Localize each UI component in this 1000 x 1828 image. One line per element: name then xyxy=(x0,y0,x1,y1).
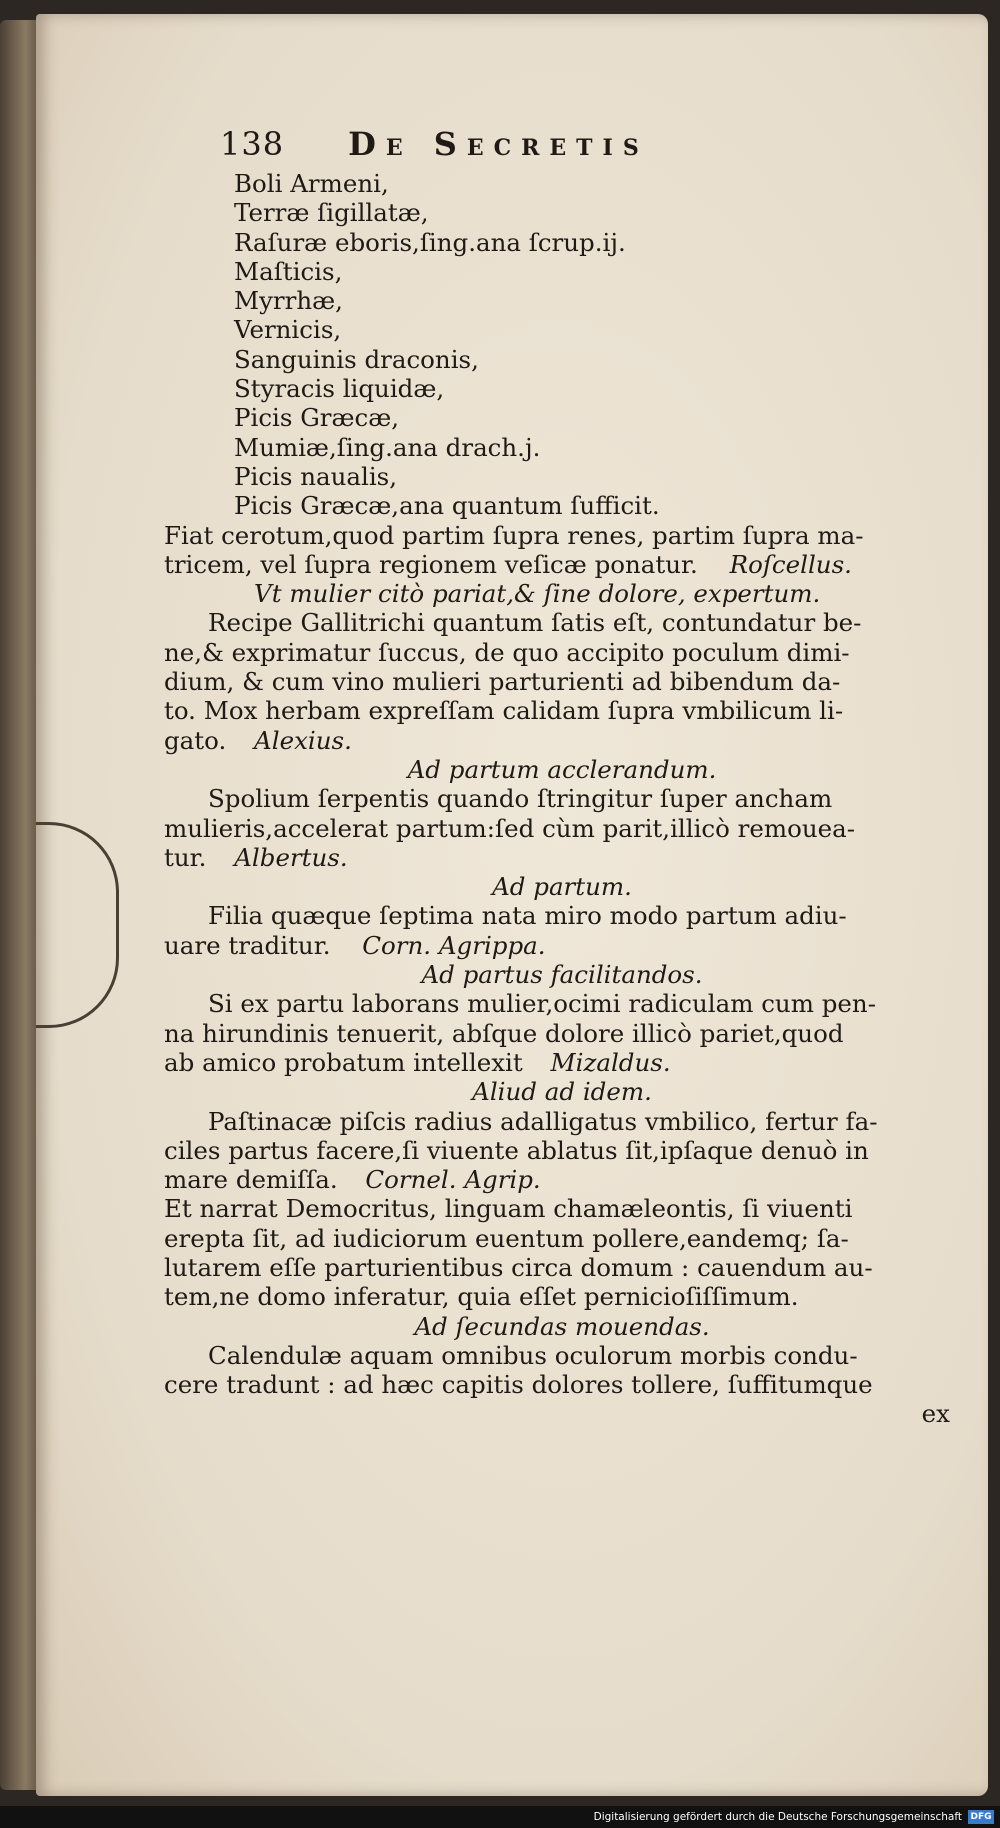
text-line: erepta ſit, ad iudiciorum euentum pollere,eandemq; ſa- xyxy=(164,1223,849,1253)
ingredient-line: Picis Græcæ,ana quantum ſufficit. xyxy=(234,491,660,521)
text-line-wrapper xyxy=(164,726,960,755)
text-line: tur. xyxy=(164,842,207,872)
running-title: De Secretis xyxy=(348,125,649,163)
fiat-paragraph xyxy=(164,521,960,580)
text-line: ne,& exprimatur ſuccus, de quo accipito poculum dimi- xyxy=(164,637,850,667)
ingredient-line: Terræ ſigillatæ, xyxy=(234,198,429,228)
text-line: ab amico probatum intellexit xyxy=(164,1047,523,1077)
footer-credit: Digitalisierung gefördert durch die Deutsche Forschungsgemeinschaft xyxy=(593,1811,962,1823)
ingredient-line: Sanguinis draconis, xyxy=(234,344,479,374)
catchword: ex xyxy=(921,1399,950,1429)
text-line: na hirundinis tenuerit, abſque dolore illicò pariet,quod xyxy=(164,1018,844,1048)
clasp-strap xyxy=(36,822,119,1028)
text-line: mare demiſſa. xyxy=(164,1165,338,1195)
text-line: mulieris,accelerat partum:ſed cùm parit,illicò remoueа- xyxy=(164,813,856,843)
section-heading: Ad partus facilitandos. xyxy=(421,960,703,990)
text-line-wrapper xyxy=(164,843,960,872)
author-name: Mizaldus. xyxy=(550,1047,671,1077)
text-line: lutarem eſſe parturientibus circa domum : cauendum au- xyxy=(164,1252,873,1282)
section-heading: Ad partum acclerandum. xyxy=(407,754,717,784)
dfg-logo: DFG xyxy=(968,1810,994,1824)
section-4 xyxy=(164,1077,960,1194)
page-text xyxy=(164,125,960,1429)
page-number: 138 xyxy=(220,125,285,163)
text-line: to. Mox herbam expreſſam calidam ſupra vmbilicum li- xyxy=(164,696,844,726)
text-line-wrapper xyxy=(164,550,960,579)
text-line: Calendulæ aquam omnibus oculorum morbis condu- xyxy=(208,1340,858,1370)
footer-bar xyxy=(0,1806,1000,1828)
section-0 xyxy=(164,579,960,755)
ingredient-line: Myrrhæ, xyxy=(234,286,343,316)
text-line-wrapper xyxy=(164,931,960,960)
text-line: Filia quæque ſeptima nata miro modo partum adiu- xyxy=(208,901,847,931)
text-line: Spolium ſerpentis quando ſtringitur ſuper ancham xyxy=(208,784,833,814)
ingredient-line: Raſuræ eboris,ſing.ana ſcrup.ij. xyxy=(234,227,626,257)
text-line: cere tradunt : ad hæc capitis dolores tollere, ſuffitumque xyxy=(164,1370,873,1400)
ingredient-line: Boli Armeni, xyxy=(234,169,389,198)
section-heading: Ad ſecundas mouendas. xyxy=(414,1311,710,1341)
ingredient-list xyxy=(234,169,960,521)
democritus-paragraph xyxy=(164,1194,960,1311)
text-line-wrapper xyxy=(164,1048,960,1077)
author-name: Corn. Agrippa. xyxy=(362,930,546,960)
section-2 xyxy=(164,872,960,960)
section-1 xyxy=(164,755,960,872)
author-name: Albertus. xyxy=(234,842,348,872)
text-line: uare traditur. xyxy=(164,930,331,960)
ingredient-line: Maſticis, xyxy=(234,256,343,286)
text-line: Fiat cerotum,quod partim ſupra renes, partim ſupra ma- xyxy=(164,520,864,550)
text-line: gato. xyxy=(164,725,227,755)
ingredient-line: Mumiæ,ſing.ana drach.j. xyxy=(234,432,541,462)
page-header xyxy=(220,125,960,169)
author-name: Alexius. xyxy=(254,725,352,755)
author-name: Roſcellus. xyxy=(729,549,852,579)
ingredient-line: Styracis liquidæ, xyxy=(234,374,445,404)
section-3 xyxy=(164,960,960,1077)
text-line: Paſtinacæ piſcis radius adalligatus vmbilico, fertur fa- xyxy=(208,1106,878,1136)
author-name: Cornel. Agrip. xyxy=(365,1165,541,1195)
text-line: dium, & cum vino mulieri parturienti ad bibendum da- xyxy=(164,667,841,697)
text-line: Recipe Gallitrichi quantum ſatis eſt, contundatur be- xyxy=(208,608,862,638)
text-line: tricem, vel ſupra regionem veſicæ ponatur. xyxy=(164,549,698,579)
section-heading: Aliud ad idem. xyxy=(472,1077,652,1107)
text-line: tem,ne domo inferatur, quia eſſet pernicioſiſſimum. xyxy=(164,1282,799,1312)
ingredient-line: Picis Græcæ, xyxy=(234,403,400,433)
text-line: Si ex partu laborans mulier,ocimi radiculam cum pen- xyxy=(208,989,876,1019)
ingredient-line: Vernicis, xyxy=(234,315,342,345)
section-heading: Vt mulier citò pariat,& ſine dolore, expertum. xyxy=(254,579,821,609)
text-line: Et narrat Democritus, linguam chamæleontis, ſi viuenti xyxy=(164,1194,853,1224)
section-heading: Ad partum. xyxy=(492,872,632,902)
ingredient-line: Picis naualis, xyxy=(234,461,398,491)
text-line-wrapper xyxy=(164,1165,960,1194)
last-section xyxy=(164,1312,960,1429)
text-line: ciles partus facere,ſi viuente ablatus ſit,ipſaque denuò in xyxy=(164,1135,869,1165)
